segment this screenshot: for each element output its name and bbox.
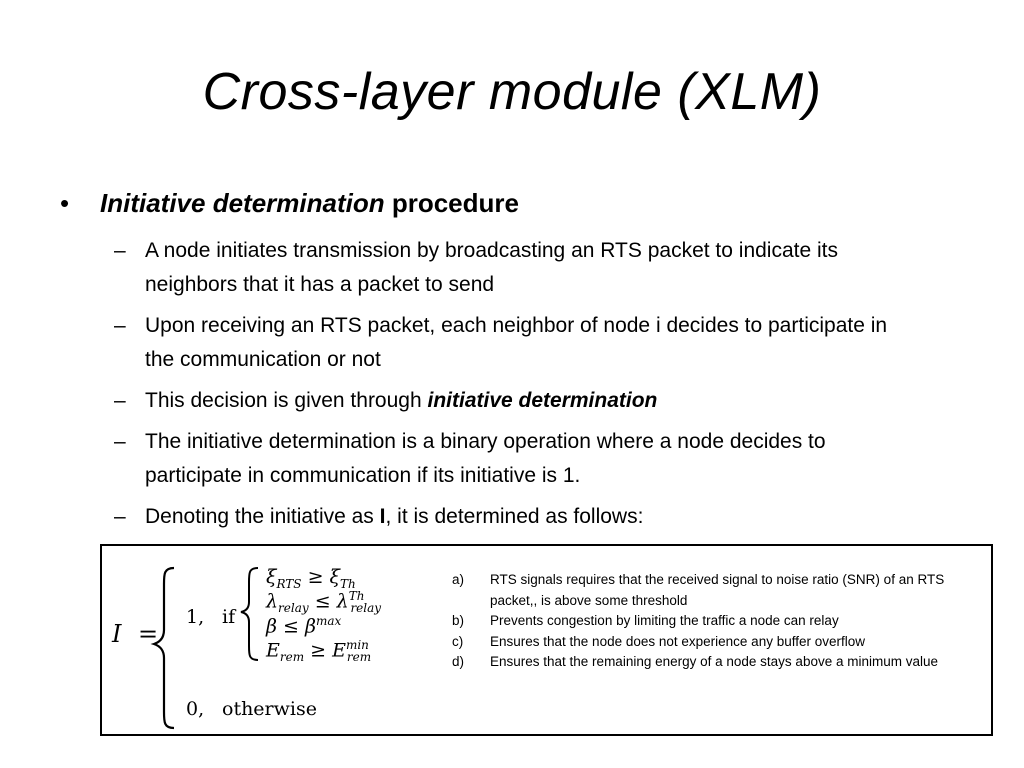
inner-left-brace [241, 568, 258, 660]
case-zero-value: 0, [186, 698, 205, 720]
slide-title: Cross-layer module (XLM) [202, 63, 822, 121]
case-one-value: 1, [186, 606, 205, 628]
note-label: a) [452, 572, 465, 587]
sub-bullet-pre: This decision is given through [145, 389, 428, 412]
sub-bullet-bold: I [379, 505, 386, 528]
note-item [452, 570, 982, 611]
condition-energy: $E_{rem} \ge E^{min}_{rem}$ [266, 638, 372, 665]
note-item [452, 632, 982, 653]
dash-marker: – [114, 505, 126, 528]
note-text: RTS signals requires that the received signal to noise ratio (SNR) of an RTS packet,, is above some threshold [490, 572, 945, 608]
note-label: d) [452, 654, 465, 669]
note-text: Ensures that the node does not experience any buffer overflow [490, 633, 865, 649]
note-label: b) [452, 613, 465, 628]
dash-marker: – [114, 389, 126, 412]
bullet-marker: • [60, 188, 70, 218]
sub-bullet-emphasis: initiative determination [427, 389, 658, 412]
condition-buffer: $\beta \le \beta^{max}$ [266, 614, 342, 638]
initiative-symbol: I [112, 620, 122, 648]
sub-bullet-text: The initiative determination is a binary operation where a node decides to participate in communication if its initiative is 1. [145, 430, 826, 487]
case-otherwise: otherwise [222, 698, 317, 720]
sub-bullet-pre: Denoting the initiative as [145, 505, 380, 528]
sub-bullet-text [145, 500, 905, 534]
bullet-text [100, 188, 519, 219]
dash-marker: – [114, 239, 126, 262]
note-label: c) [452, 633, 464, 649]
sub-bullet-text: A node initiates transmission by broadcasting an RTS packet to indicate its neighbors that it has a packet to send [145, 239, 838, 296]
condition-rts-snr: $\xi_{RTS} \ge \xi_{Th}$ [266, 566, 356, 591]
note-text: Prevents congestion by limiting the traffic a node can relay [490, 613, 839, 628]
sub-bullet-text: Upon receiving an RTS packet, each neighbor of node i decides to participate in the communication or not [145, 314, 888, 371]
condition-relay-traffic: $\lambda_{relay} \le \lambda^{Th}_{relay}$ [266, 589, 382, 616]
case-one-if: if [222, 606, 236, 628]
initiative-formula [108, 562, 438, 727]
bullet-rest: procedure [384, 188, 519, 218]
bullet-emphasis: Initiative determination [100, 188, 385, 218]
note-item [452, 652, 982, 673]
dash-marker: – [114, 430, 126, 453]
sub-bullet-post: , it is determined as follows: [385, 505, 644, 528]
sub-bullet-text [145, 384, 905, 418]
outer-left-brace [154, 568, 174, 728]
equals-sign: = [138, 620, 159, 648]
note-item [452, 611, 982, 632]
note-text: Ensures that the remaining energy of a node stays above a minimum value [490, 654, 938, 669]
dash-marker: – [114, 314, 126, 337]
condition-notes-list [452, 570, 982, 673]
formula-box [100, 544, 993, 736]
